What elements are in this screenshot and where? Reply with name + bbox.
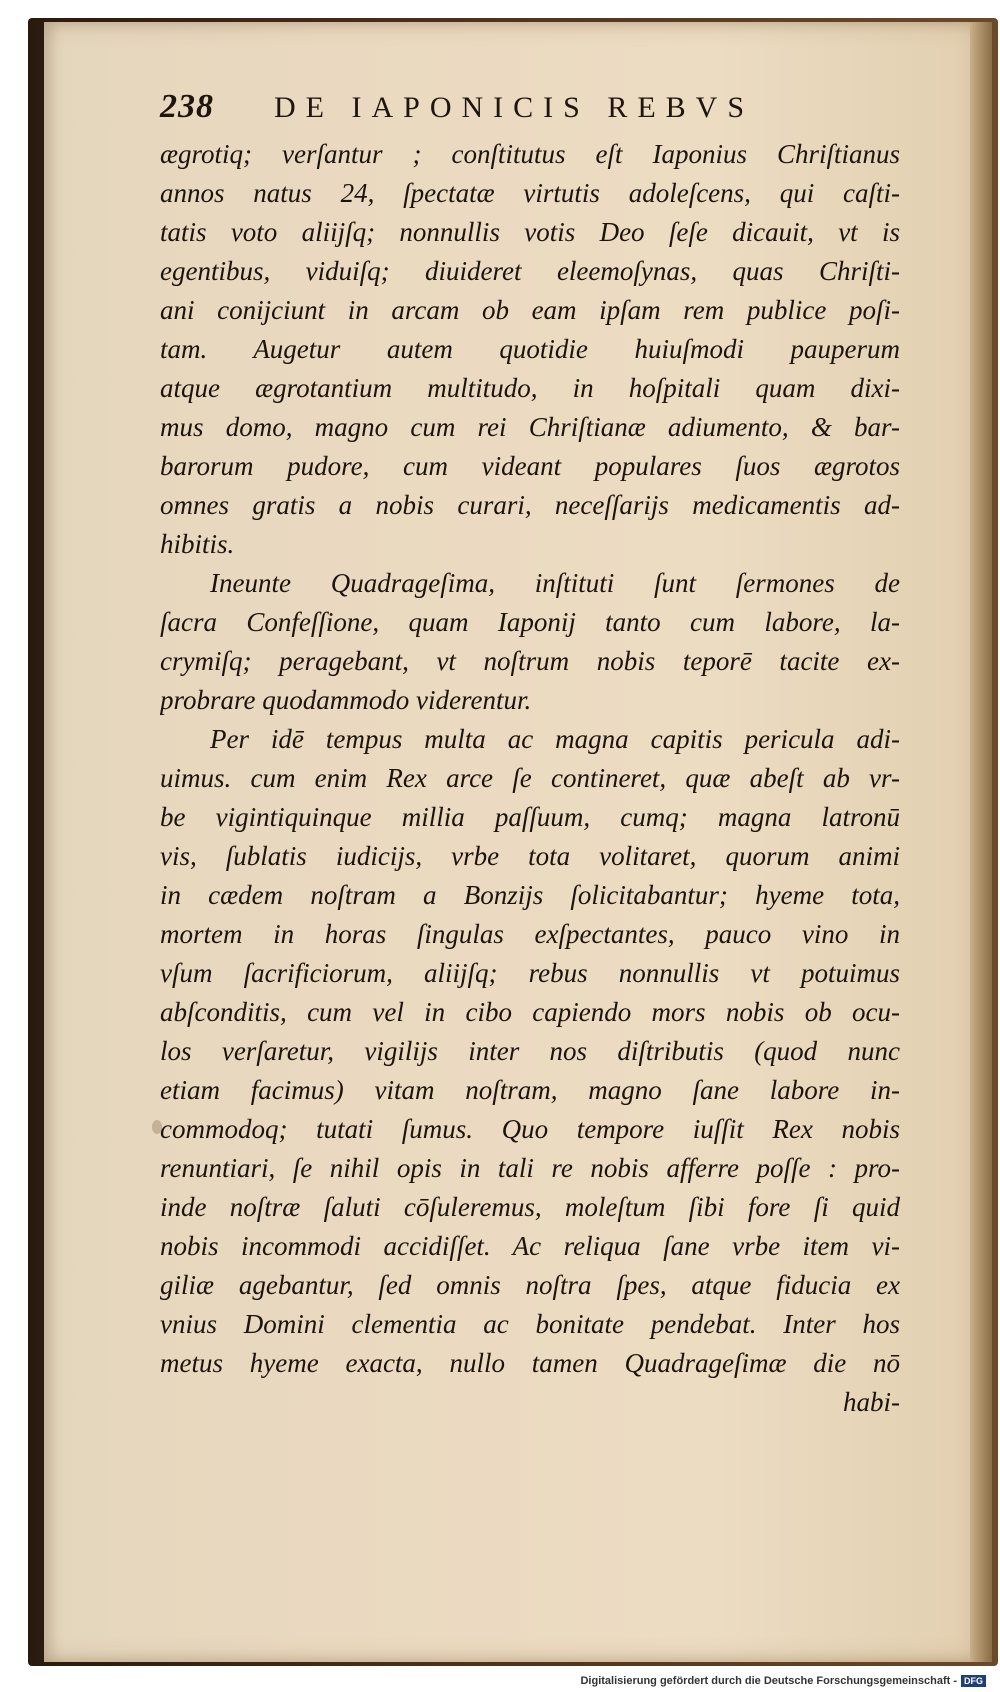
text-line: vis, ſublatis iudicijs, vrbe tota volitaret, quorum animi	[160, 841, 900, 871]
text-line: tatis voto aliijſq; nonnullis votis Deo ſeſe dicauit, vt is	[160, 217, 900, 247]
text-line: crymiſq; peragebant, vt noſtrum nobis teporē tacite ex-	[160, 646, 900, 676]
text-line: los verſaretur, vigilijs inter nos diſtributis (quod nunc	[160, 1036, 900, 1066]
text-line: abſconditis, cum vel in cibo capiendo mors nobis ob ocu-	[160, 997, 900, 1027]
text-line: be vigintiquinque millia paſſuum, cumq; magna latronū	[160, 802, 900, 832]
text-line: ſacra Confeſſione, quam Iaponij tanto cum labore, la-	[160, 607, 900, 637]
digitization-footer	[0, 1670, 1000, 1692]
text-line: ani conijciunt in arcam ob eam ipſam rem publice poſi-	[160, 295, 900, 325]
text-line: barorum pudore, cum videant populares ſuos ægrotos	[160, 451, 900, 481]
text-line: ægrotiq; verſantur ; conſtitutus eſt Iaponius Chriſtianus	[160, 139, 900, 169]
text-line: etiam facimus) vitam noſtram, magno ſane labore in-	[160, 1075, 900, 1105]
text-line: renuntiari, ſe nihil opis in tali re nobis afferre poſſe : pro-	[160, 1153, 900, 1183]
text-line: hibitis.	[160, 529, 235, 559]
text-line: annos natus 24, ſpectatæ virtutis adoleſcens, qui caſti-	[160, 178, 900, 208]
text-line: vnius Domini clementia ac bonitate pendebat. Inter hos	[160, 1309, 900, 1339]
body-text	[160, 135, 900, 1422]
dfg-logo: DFG	[961, 1675, 986, 1687]
text-line: inde noſtræ ſaluti cōſuleremus, moleſtum ſibi fore ſi quid	[160, 1192, 900, 1222]
text-line: egentibus, viduiſq; diuideret eleemoſynas, quas Chriſti-	[160, 256, 900, 286]
text-line: omnes gratis a nobis curari, neceſſarijs medicamentis ad-	[160, 490, 900, 520]
running-title: DE IAPONICIS REBVS	[274, 91, 755, 124]
text-line: in cædem noſtram a Bonzijs ſolicitabantur; hyeme tota,	[160, 880, 900, 910]
text-line: Ineunte Quadrageſima, inſtituti ſunt ſermones de	[210, 568, 900, 598]
text-line: uimus. cum enim Rex arce ſe contineret, quæ abeſt ab vr-	[160, 763, 900, 793]
text-line: vſum ſacrificiorum, aliijſq; rebus nonnullis vt potuimus	[160, 958, 900, 988]
catchword: habi-	[843, 1387, 900, 1417]
page-header	[160, 88, 880, 134]
text-line: nobis incommodi accidiſſet. Ac reliqua ſane vrbe item vi-	[160, 1231, 900, 1261]
page-number: 238	[160, 88, 214, 125]
text-line: metus hyeme exacta, nullo tamen Quadrageſimæ die nō	[160, 1348, 900, 1378]
funding-credit: Digitalisierung gefördert durch die Deutsche Forschungsgemeinschaft -	[580, 1675, 957, 1687]
text-line: Per idē tempus multa ac magna capitis pericula adi-	[210, 724, 900, 754]
text-line: tam. Augetur autem quotidie huiuſmodi pauperum	[160, 334, 900, 364]
page-gutter-shadow	[970, 22, 992, 1662]
text-line: commodoq; tutati ſumus. Quo tempore iuſſit Rex nobis	[160, 1114, 900, 1144]
text-line: mortem in horas ſingulas exſpectantes, pauco vino in	[160, 919, 900, 949]
text-line: probrare quodammodo viderentur.	[160, 685, 532, 715]
text-line: atque ægrotantium multitudo, in hoſpitali quam dixi-	[160, 373, 900, 403]
text-line: mus domo, magno cum rei Chriſtianæ adiumento, & bar-	[160, 412, 900, 442]
text-line: giliæ agebantur, ſed omnis noſtra ſpes, atque fiducia ex	[160, 1270, 900, 1300]
